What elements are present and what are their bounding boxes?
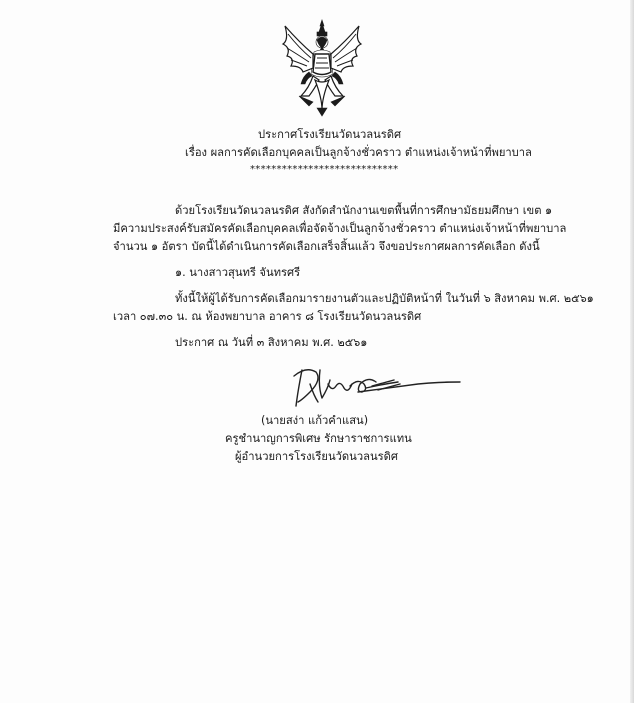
- announcement-header: ประกาศโรงเรียนวัดนวลนรดิศ: [258, 128, 402, 141]
- paragraph-1-line-1: ด้วยโรงเรียนวัดนวลนรดิศ สังกัดสำนักงานเขตพื้นที่การศึกษามัธยมศึกษา เขต ๑: [175, 204, 553, 217]
- page-edge-shadow: [630, 0, 634, 703]
- separator-stars: ****************************: [250, 164, 399, 175]
- announcement-subject: เรื่อง ผลการคัดเลือกบุคคลเป็นลูกจ้างชั่วคราว ตำแหน่งเจ้าหน้าที่พยาบาล: [185, 146, 532, 159]
- paragraph-2-line-1: ทั้งนี้ให้ผู้ได้รับการคัดเลือกมารายงานตัวและปฏิบัติหน้าที่ ในวันที่ ๖ สิงหาคม พ.ศ. ๒๕๖๑: [175, 292, 594, 305]
- paragraph-1-line-3: จำนวน ๑ อัตรา บัดนี้ได้ดำเนินการคัดเลือกเสร็จสิ้นแล้ว จึงขอประกาศผลการคัดเลือก ดังนี้: [113, 240, 540, 253]
- garuda-emblem-icon: [279, 18, 365, 118]
- announcement-date: ประกาศ ณ วันที่ ๓ สิงหาคม พ.ศ. ๒๕๖๑: [175, 336, 368, 349]
- signatory-title: ครูชำนาญการพิเศษ รักษาราชการแทน: [225, 432, 412, 445]
- selected-candidate: ๑. นางสาวสุนทรี จันทรศรี: [175, 266, 301, 279]
- signatory-name: (นายสง่า แก้วคำแสน): [261, 414, 369, 427]
- paragraph-1-line-2: มีความประสงค์รับสมัครคัดเลือกบุคคลเพื่อจัดจ้างเป็นลูกจ้างชั่วคราว ตำแหน่งเจ้าหน้าที่พยาบาล: [113, 222, 567, 235]
- signatory-position: ผู้อำนวยการโรงเรียนวัดนวลนรดิศ: [235, 450, 398, 463]
- paragraph-2-line-2: เวลา ๐๗.๓๐ น. ณ ห้องพยาบาล อาคาร ๘ โรงเรียนวัดนวลนรดิศ: [113, 310, 422, 323]
- handwritten-signature-icon: [288, 362, 473, 414]
